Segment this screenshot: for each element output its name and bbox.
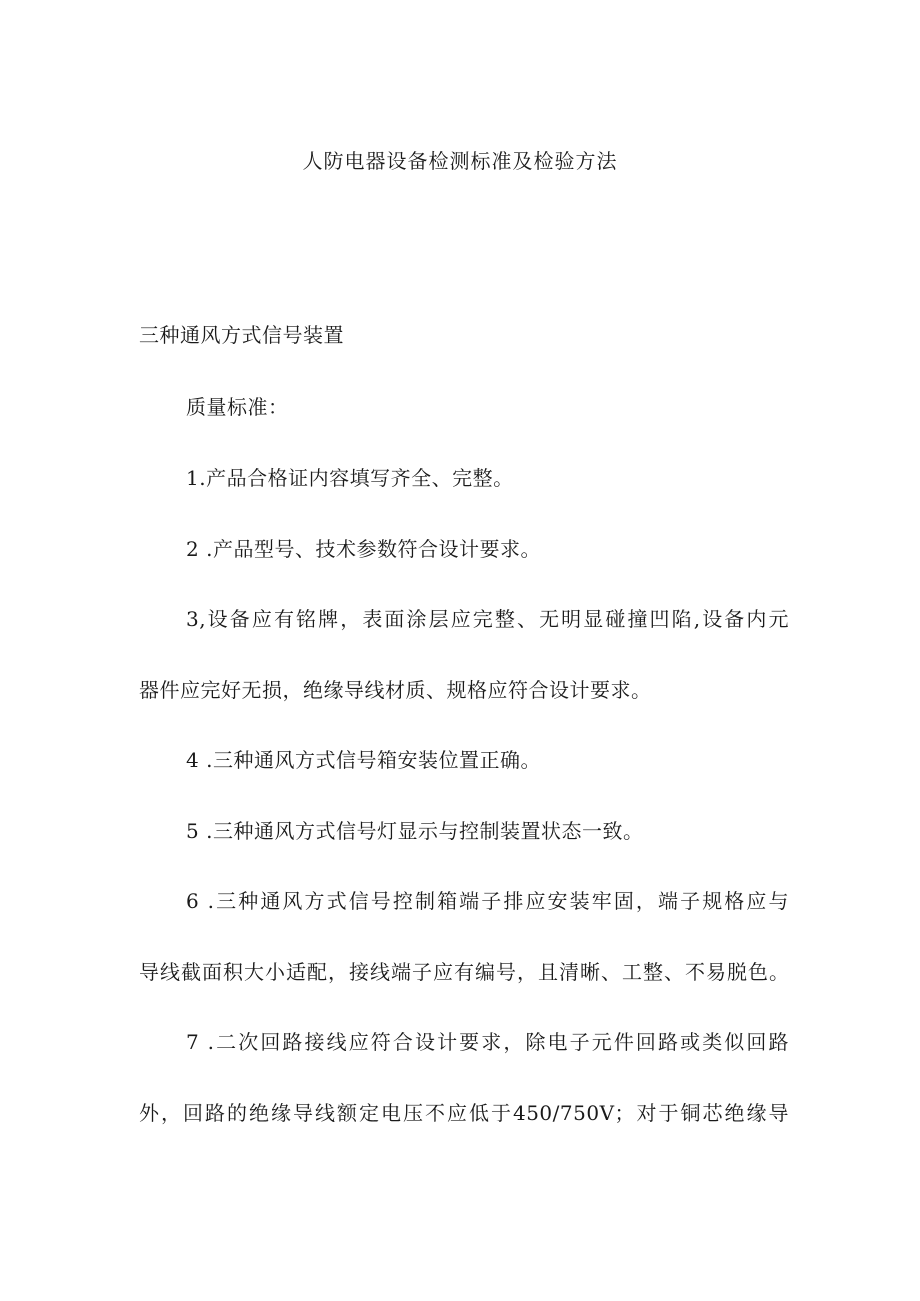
item-3-line-1: 3,设备应有铭牌，表面涂层应完整、无明显碰撞凹陷,设备内元 bbox=[186, 607, 789, 631]
item-4: 4 .三种通风方式信号箱安装位置正确。 bbox=[186, 748, 541, 772]
item-5: 5 .三种通风方式信号灯显示与控制装置状态一致。 bbox=[186, 819, 644, 843]
item-7-line-1: 7 .二次回路接线应符合设计要求，除电子元件回路或类似回路 bbox=[186, 1030, 789, 1054]
item-1: 1.产品合格证内容填写齐全、完整。 bbox=[186, 466, 514, 490]
item-7-line-2: 外，回路的绝缘导线额定电压不应低于450/750V；对于铜芯绝缘导 bbox=[139, 1101, 789, 1125]
quality-standard-heading: 质量标准： bbox=[186, 395, 289, 419]
section-heading: 三种通风方式信号装置 bbox=[139, 323, 344, 347]
item-6-line-1: 6 .三种通风方式信号控制箱端子排应安装牢固，端子规格应与 bbox=[186, 889, 789, 913]
document-title: 人防电器设备检测标准及检验方法 bbox=[302, 149, 618, 173]
item-2: 2 .产品型号、技术参数符合设计要求。 bbox=[186, 537, 541, 561]
item-6-line-2: 导线截面积大小适配，接线端子应有编号，且清晰、工整、不易脱色。 bbox=[139, 960, 789, 984]
item-3-line-2: 器件应完好无损，绝缘导线材质、规格应符合设计要求。 bbox=[139, 678, 652, 702]
